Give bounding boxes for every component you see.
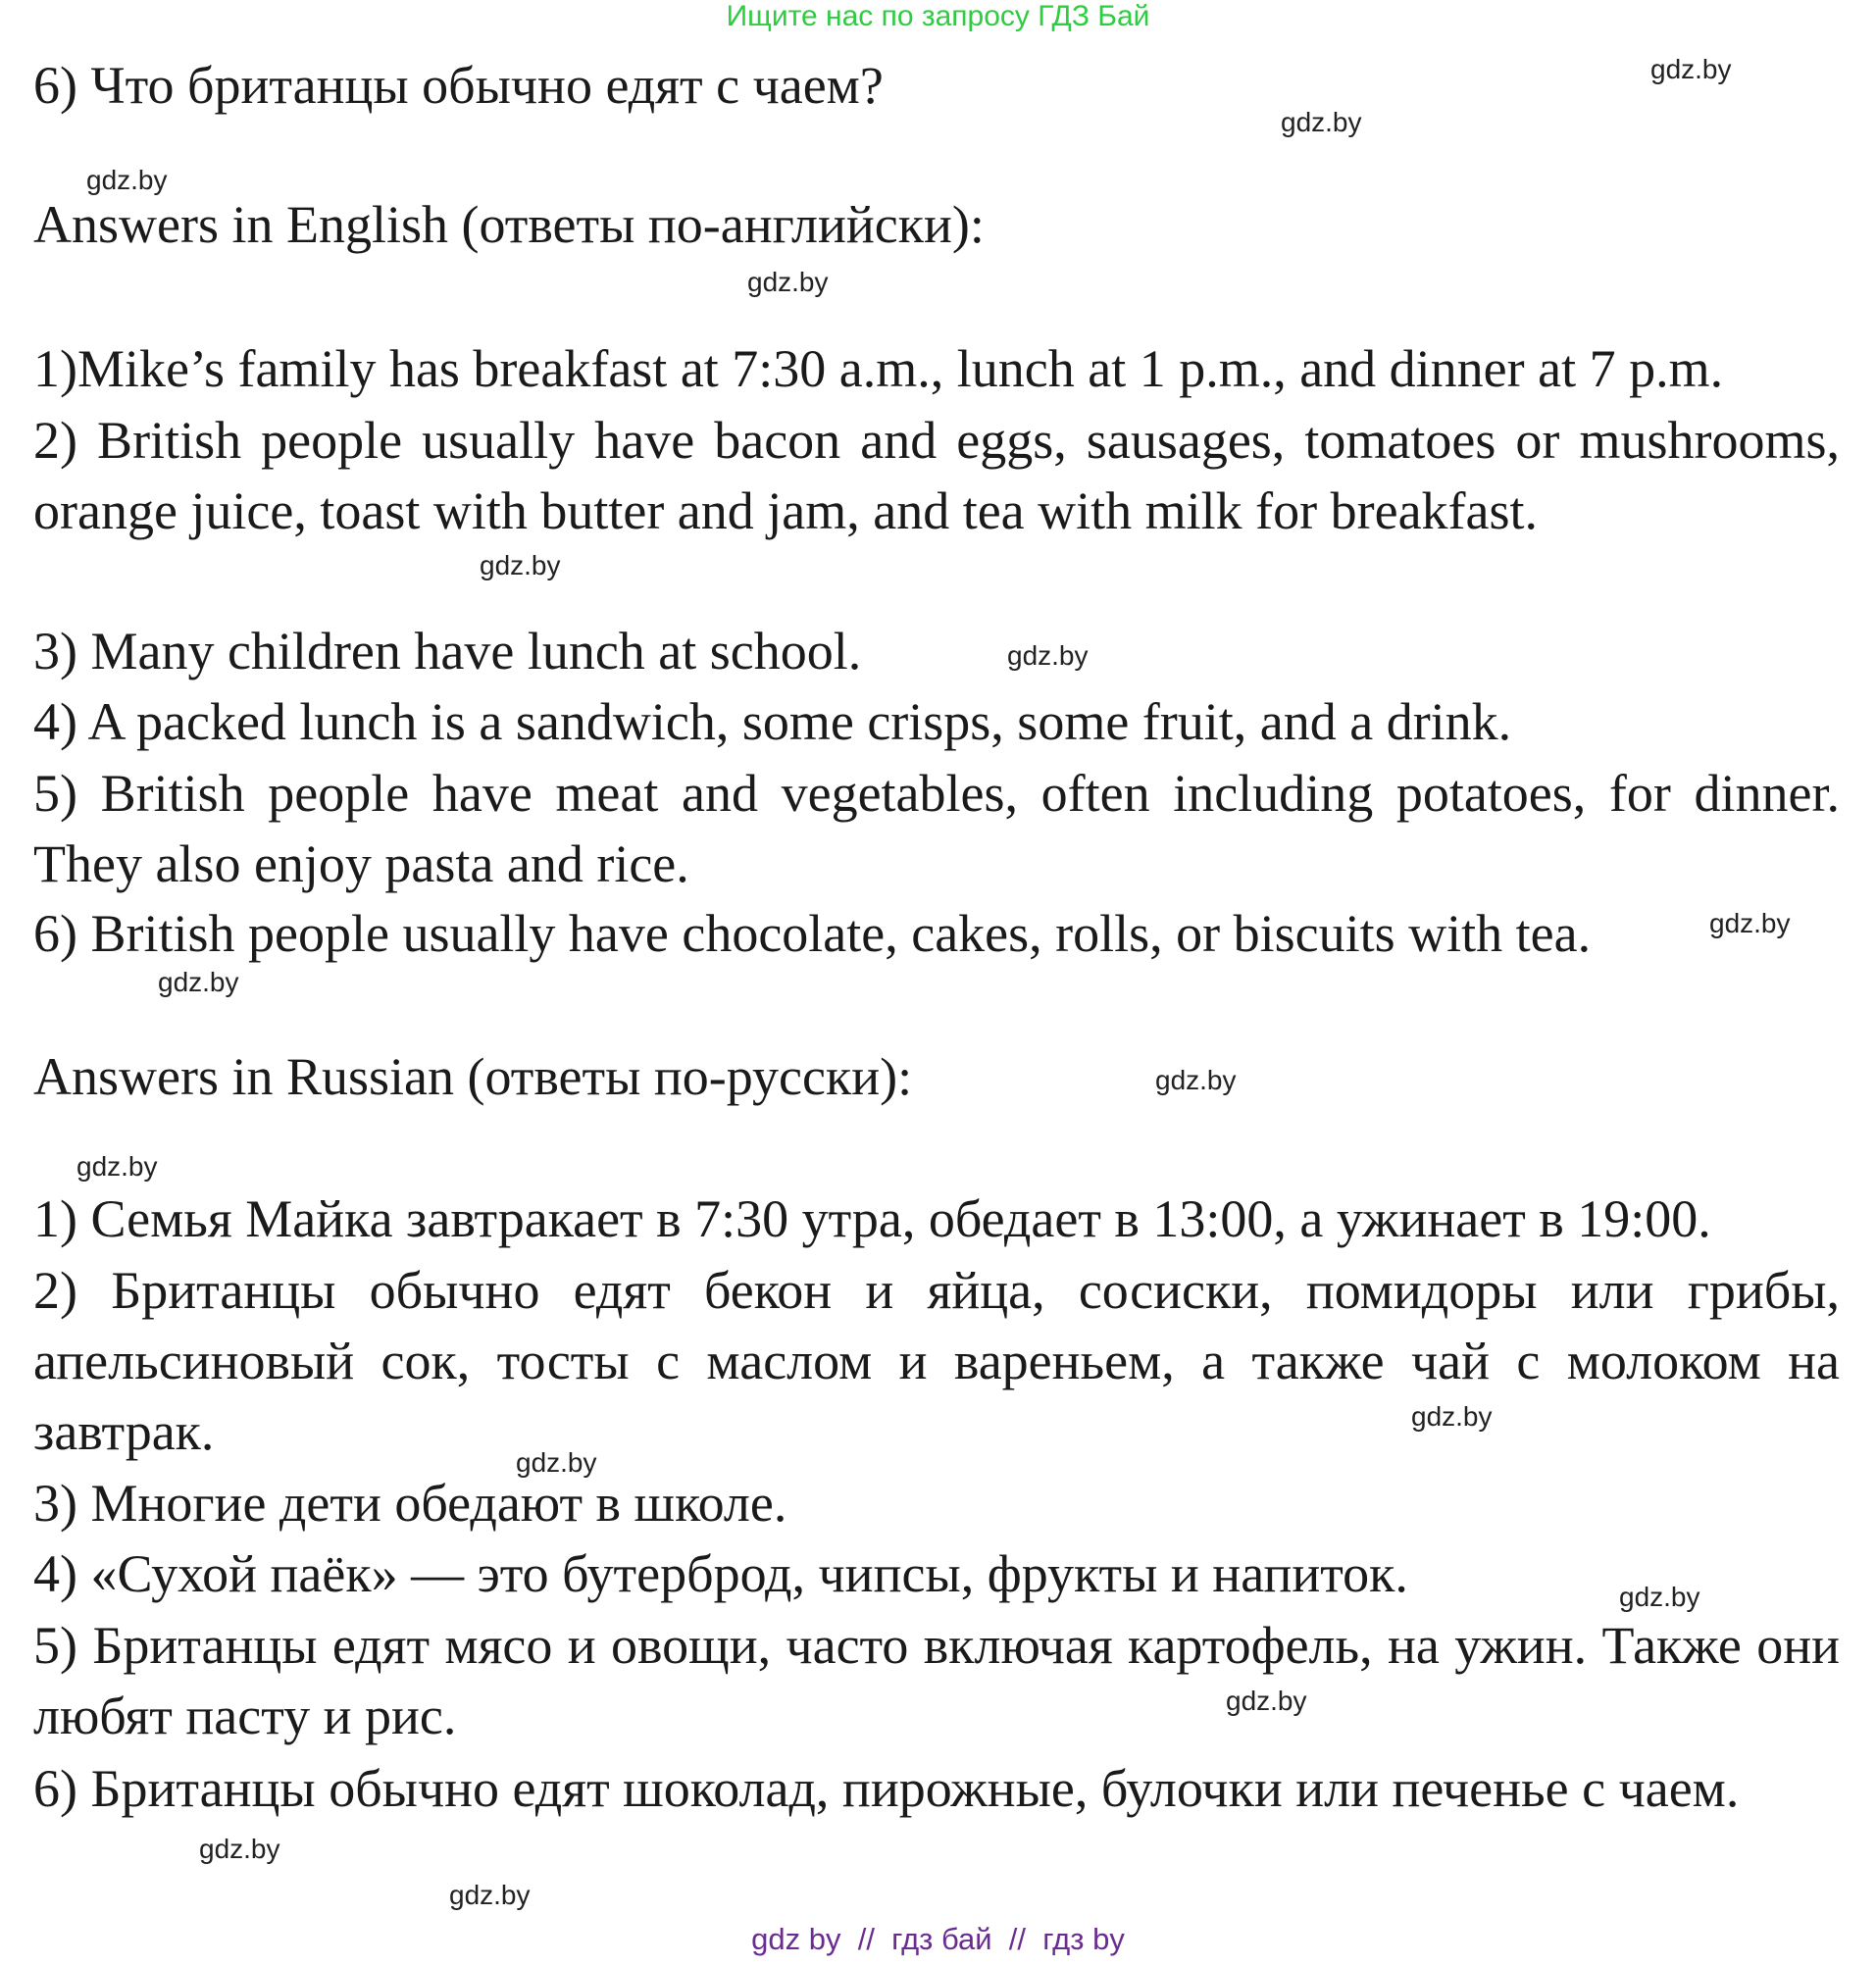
watermark: gdz.by bbox=[1411, 1401, 1493, 1432]
watermark: gdz.by bbox=[1007, 640, 1089, 671]
watermark: gdz.by bbox=[1709, 908, 1791, 938]
watermark: gdz.by bbox=[747, 267, 829, 297]
watermark: gdz.by bbox=[76, 1151, 158, 1182]
russian-heading: Answers in Russian (ответы по-русски): bbox=[33, 1047, 913, 1106]
watermark: gdz.by bbox=[86, 165, 168, 195]
watermark: gdz.by bbox=[1619, 1582, 1700, 1612]
english-answer-4: 4) A packed lunch is a sandwich, some crisps, some fruit, and a drink. bbox=[33, 692, 1512, 751]
question-6: 6) Что британцы обычно едят с чаем? bbox=[33, 56, 884, 115]
watermark: gdz.by bbox=[480, 550, 561, 580]
top-banner[interactable]: Ищите нас по запросу ГДЗ Бай bbox=[726, 0, 1150, 32]
english-answer-1: 1)Mike’s family has breakfast at 7:30 a.m., lunch at 1 p.m., and dinner at 7 p.m. bbox=[33, 339, 1724, 398]
english-heading: Answers in English (ответы по-английски): bbox=[33, 195, 985, 254]
english-answer-6: 6) British people usually have chocolate, cakes, rolls, or biscuits with tea. bbox=[33, 904, 1592, 963]
watermark: gdz.by bbox=[449, 1880, 531, 1910]
watermark: gdz.by bbox=[1155, 1065, 1237, 1095]
english-answer-2: 2) British people usually have bacon and eggs, sausages, tomatoes or mushrooms, orange juice, toast with butter and jam, and tea with milk for breakfast. bbox=[33, 411, 1840, 540]
russian-answer-1: 1) Семья Майка завтракает в 7:30 утра, обедает в 13:00, а ужинает в 19:00. bbox=[33, 1189, 1711, 1248]
watermark: gdz.by bbox=[199, 1834, 280, 1864]
watermark: gdz.by bbox=[1281, 107, 1362, 137]
russian-answer-4: 4) «Сухой паёк» — это бутерброд, чипсы, фрукты и напиток. bbox=[33, 1544, 1408, 1603]
bottom-banner[interactable]: gdz by // гдз бай // гдз by bbox=[751, 1922, 1125, 1956]
russian-answer-6: 6) Британцы обычно едят шоколад, пирожные, булочки или печенье с чаем. bbox=[33, 1759, 1740, 1818]
russian-answer-3: 3) Многие дети обедают в школе. bbox=[33, 1474, 787, 1533]
watermark: gdz.by bbox=[1226, 1686, 1307, 1716]
watermark: gdz.by bbox=[516, 1447, 597, 1478]
watermark: gdz.by bbox=[158, 967, 239, 997]
english-answer-3: 3) Many children have lunch at school. bbox=[33, 622, 862, 680]
english-answer-5: 5) British people have meat and vegetables, often including potatoes, for dinner. They also enjoy pasta and rice. bbox=[33, 764, 1840, 893]
russian-answer-5: 5) Британцы едят мясо и овощи, часто включая картофель, на ужин. Также они любят пасту и рис. bbox=[33, 1616, 1840, 1745]
watermark: gdz.by bbox=[1650, 54, 1732, 84]
russian-answer-2: 2) Британцы обычно едят бекон и яйца, сосиски, помидоры или грибы, апельсиновый сок, тосты с маслом и вареньем, а также чай с молоком на завтрак. bbox=[33, 1261, 1840, 1461]
